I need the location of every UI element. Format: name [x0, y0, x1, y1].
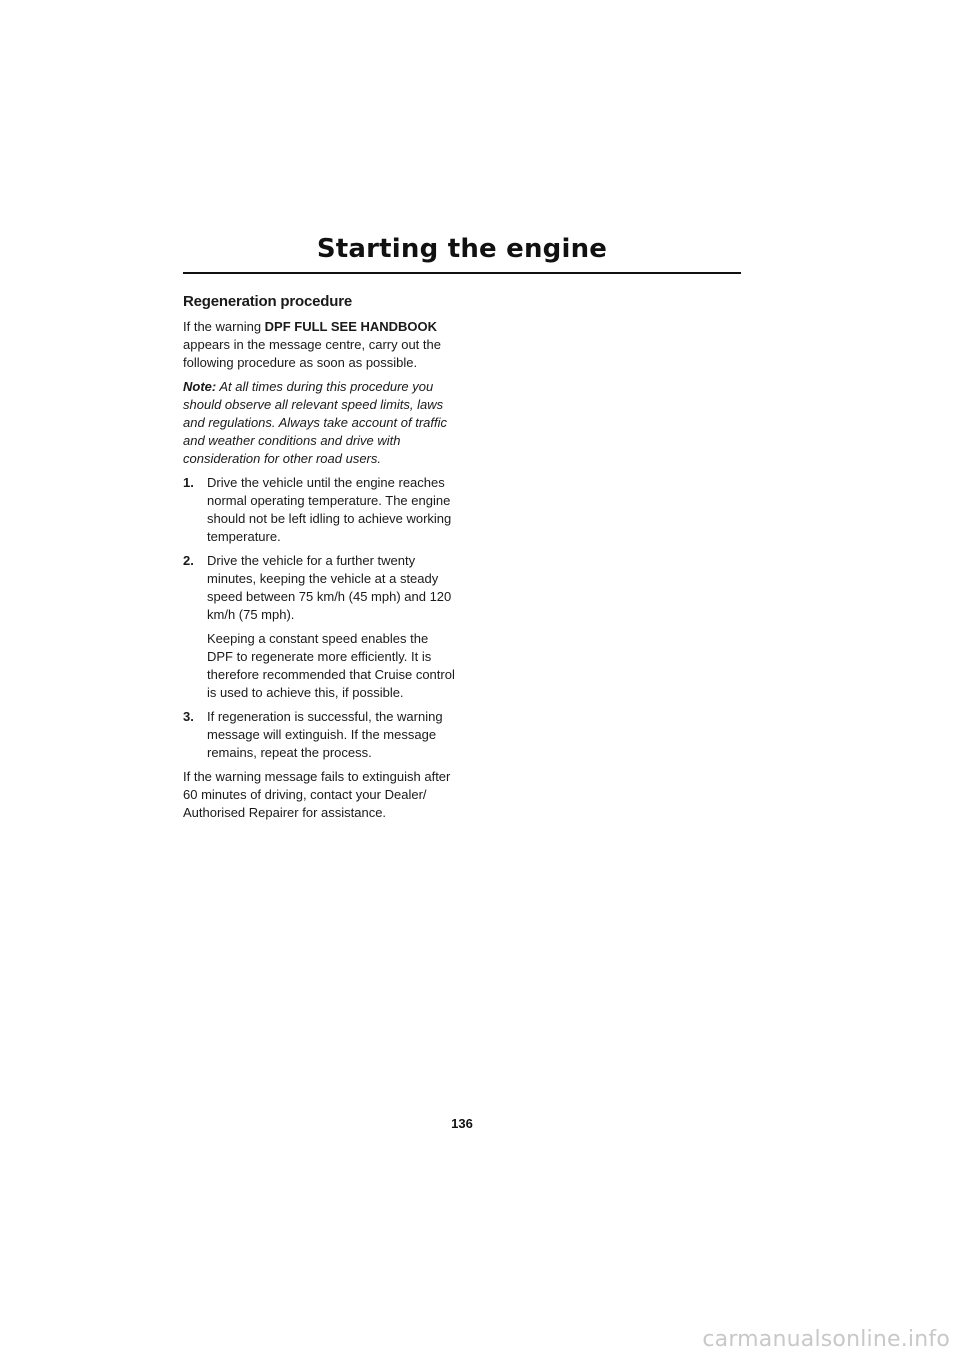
step-number: 2.	[183, 553, 194, 568]
watermark: carmanualsonline.info	[702, 1327, 950, 1352]
step-text: If regeneration is successful, the warning message will extinguish. If the message remains, repeat the process.	[207, 709, 443, 760]
step-3	[183, 708, 455, 762]
step-body	[207, 708, 455, 762]
safety-note	[183, 378, 455, 468]
step-body	[207, 552, 455, 702]
step-body	[207, 474, 455, 546]
step-text: Drive the vehicle until the engine reaches normal operating temperature. The engine should not be left idling to achieve working temperature.	[207, 475, 452, 544]
step-number: 1.	[183, 475, 194, 490]
step-text: Drive the vehicle for a further twenty minutes, keeping the vehicle at a steady speed between 75 km/h (45 mph) and 120 km/h (75 mph).	[207, 553, 452, 622]
page-title: Starting the engine	[316, 234, 608, 264]
intro-prefix: If the warning	[183, 319, 265, 334]
intro-suffix: appears in the message centre, carry out the following procedure as soon as possible.	[183, 337, 441, 370]
page-number: 136	[451, 1116, 473, 1131]
warning-message-code: DPF FULL SEE HANDBOOK	[264, 319, 438, 334]
section-heading: Regeneration procedure	[183, 293, 352, 310]
step-extra-text: Keeping a constant speed enables the DPF to regenerate more efficiently. It is therefore recommended that Cruise control is used to achieve this, if possible.	[207, 631, 455, 700]
note-label: Note:	[183, 379, 217, 394]
intro-paragraph	[183, 318, 455, 372]
step-number: 3.	[183, 709, 194, 724]
step-2	[183, 552, 455, 702]
note-text: At all times during this procedure you should observe all relevant speed limits, laws and regulations. Always take account of traffic and weather conditions and drive with consideration for other road users.	[183, 379, 447, 466]
main-content	[183, 292, 455, 828]
step-1	[183, 474, 455, 546]
closing-paragraph: If the warning message fails to extinguish after 60 minutes of driving, contact your Dealer/ Authorised Repairer for assistance.	[183, 769, 451, 820]
title-divider	[183, 272, 741, 274]
